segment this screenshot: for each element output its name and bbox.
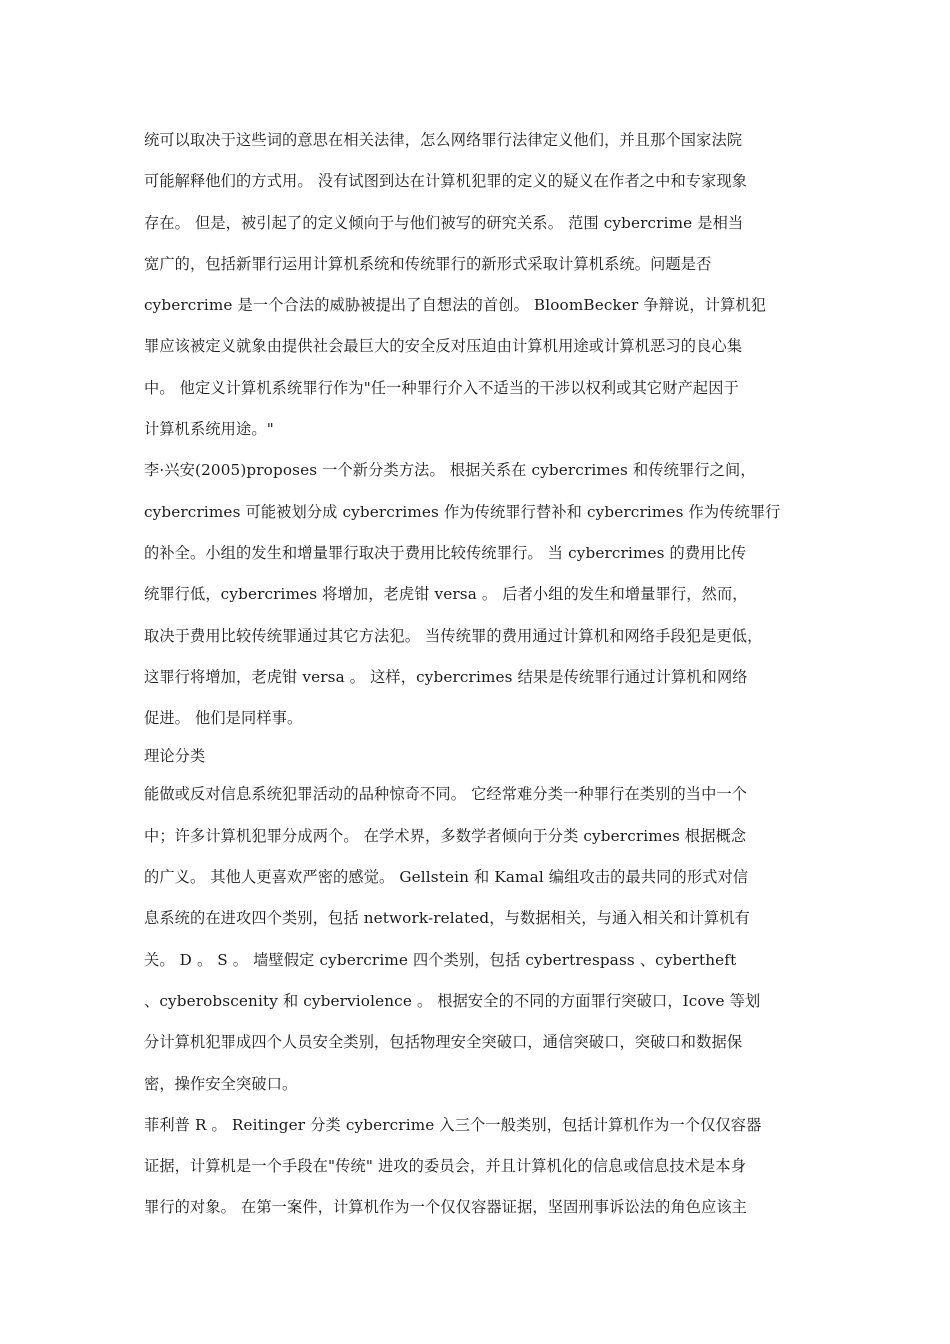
section-heading: [144, 739, 814, 774]
document-body: [144, 120, 814, 1229]
text-line: 罪应该被定义就象由提供社会最巨大的安全反对压迫由计算机用途或计算机恶习的良心集: [144, 337, 743, 356]
text-line: 分计算机犯罪成四个人员安全类别，包括物理安全突破口，通信突破口，突破口和数据保: [144, 1033, 743, 1052]
heading-text: 理论分类: [144, 747, 206, 766]
text-line: 能做或反对信息系统犯罪活动的品种惊奇不同。 它经常难分类一种罪行在类别的当中一个: [144, 785, 748, 804]
text-line: cybercrime 是一个合法的威胁被提出了自想法的首创。 BloomBecker 争辩说，计算机犯: [144, 296, 767, 315]
text-line: 罪行的对象。 在第一案件，计算机作为一个仅仅容器证据，坚固刑事诉讼法的角色应该主: [144, 1198, 748, 1217]
paragraph-classification-method: [144, 450, 814, 739]
text-line: 息系统的在进攻四个类别，包括 network-related，与数据相关，与通入相关和计算机有: [144, 909, 751, 928]
text-line: 存在。 但是，被引起了的定义倾向于与他们被写的研究关系。 范围 cybercrime 是相当: [144, 213, 744, 232]
text-line: 促进。 他们是同样事。: [144, 709, 303, 728]
text-line: 统可以取决于这些词的意思在相关法律，怎么网络罪行法律定义他们，并且那个国家法院: [144, 131, 743, 149]
paragraph-theory-classification: [144, 774, 814, 1104]
text-line: 的补全。小组的发生和增量罪行取决于费用比较传统罪行。 当 cybercrimes 的费用比传: [144, 543, 747, 562]
text-line: 统罪行低，cybercrimes 将增加，老虎钳 versa 。 后者小组的发生和增量罪行，然而，: [144, 585, 748, 604]
text-line: 的广义。 其他人更喜欢严密的感觉。 Gellstein 和 Kamal 编组攻击的最共同的形式对信: [144, 868, 749, 887]
text-line: 中；许多计算机犯罪分成两个。 在学术界，多数学者倾向于分类 cybercrimes 根据概念: [144, 826, 747, 845]
text-line: cybercrimes 可能被划分成 cybercrimes 作为传统罪行替补和 cybercrimes 作为传统罪行: [144, 502, 781, 521]
text-line: 、cyberobscenity 和 cyberviolence 。 根据安全的不同的方面罪行突破口，Icove 等划: [144, 991, 761, 1010]
text-line: 密，操作安全突破口。: [144, 1074, 298, 1093]
paragraph-definition: [144, 120, 814, 450]
text-line: 李·兴安(2005)proposes 一个新分类方法。 根据关系在 cybercrimes 和传统罪行之间，: [144, 461, 756, 480]
text-line: 中。 他定义计算机系统罪行作为"任一种罪行介入不适当的干涉以权利或其它财产起因于: [144, 378, 739, 397]
paragraph-reitinger: [144, 1105, 814, 1229]
text-line: 关。 D 。 S 。 墙壁假定 cybercrime 四个类别，包括 cybertrespass 、cybertheft: [144, 950, 737, 969]
text-line: 这罪行将增加，老虎钳 versa 。 这样，cybercrimes 结果是传统罪行通过计算机和网络: [144, 667, 748, 686]
text-line: 菲利普 R 。 Reitinger 分类 cybercrime 入三个一般类别，包括计算机作为一个仅仅容器: [144, 1115, 762, 1134]
text-line: 宽广的，包括新罪行运用计算机系统和传统罪行的新形式采取计算机系统。问题是否: [144, 254, 712, 273]
text-line: 取决于费用比较传统罪通过其它方法犯。 当传统罪的费用通过计算机和网络手段犯是更低，: [144, 626, 763, 645]
text-line: 证据，计算机是一个手段在"传统" 进攻的委员会，并且计算机化的信息或信息技术是本身: [144, 1157, 747, 1176]
text-line: 计算机系统用途。": [144, 420, 274, 439]
text-line: 可能解释他们的方式用。 没有试图到达在计算机犯罪的定义的疑义在作者之中和专家现象: [144, 172, 748, 191]
